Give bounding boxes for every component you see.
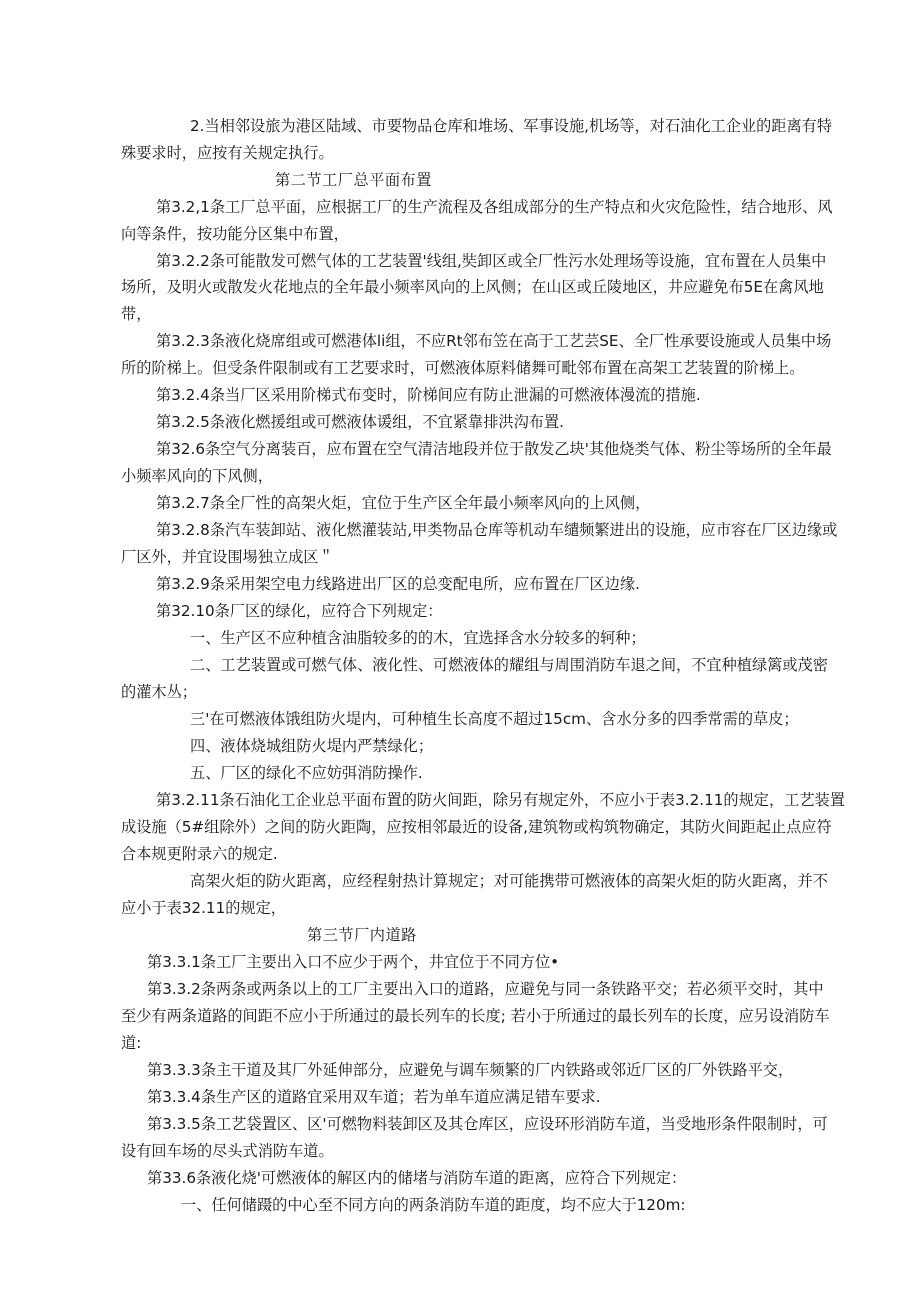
text-line: 第3.2.11条石油化工企业总平面布置的防火间距，除另有规定外，不应小于表3.2.11的规定，工艺装置 <box>156 791 845 809</box>
text-line: 殊要求时，应按有关规定执行。 <box>121 144 334 162</box>
text-line: 设有回车场的尽头式消防车道。 <box>121 1142 334 1160</box>
text-line: 第3.2.5条液化燃援组或可燃液体谖组，不宜紧靠排洪沟布置. <box>156 413 564 431</box>
text-line: 第3.3.2条两条或两条以上的工厂主要出入口的道路，应避免与同一条铁路平交；若必须平交时，其中 <box>147 980 824 998</box>
text-line: 至少有两条道路的间距不应小于所通过的最长列车的长度; 若小于所通过的最长列车的长度，应另设消防车 <box>121 1007 830 1025</box>
text-line: 第3.2.9条采用架空电力线路进出厂区的总变配电所，应布置在厂区边缘. <box>156 575 640 593</box>
text-line: 合本规更附录六的规定. <box>121 845 278 863</box>
text-line: 第3.2,1条工厂总平面，应根据工厂的生产流程及各组成部分的生产特点和火灾危险性，结合地形、风 <box>156 198 833 216</box>
text-line: 第3.2.7条全厂性的高架火炬，宜位于生产区全年最小频率风向的上风侧， <box>156 494 651 512</box>
text-line: 场所，及明火或散发火花地点的全年最小频率风向的上风侧；在山区或丘陵地区，井应避免布5E在禽风地 <box>121 278 824 296</box>
text-line: 的灌木丛； <box>121 683 197 701</box>
text-line: 高架火炬的防火距离，应经程射热计算规定；对可能携带可燃液体的高架火炬的防火距离，并不 <box>190 872 828 890</box>
text-line: 第3.3.5条工艺袋置区、区'可燃物料装卸区及其仓库区，应设环形消防车道，当受地形条件限制时，可 <box>147 1115 828 1133</box>
text-line: 一、任何储蹑的中心至不同方向的两条消防车道的距度，均不应大于120m: <box>181 1196 686 1214</box>
text-line: 二、工艺装置或可燃气体、液化性、可燃液体的耀组与周围消防车退之间，不宜种植绿篱或茂密 <box>190 656 828 674</box>
text-line: 第3.3.3条主干道及其厂外延伸部分，应避免与调车频繁的厂内铁路或邻近厂区的厂外铁路平交， <box>147 1061 794 1079</box>
text-line: 第3.2.2条可能散发可燃气体的工艺装置'线组,奘卸区或全厂性污水处理场等设施，宜布置在人员集中 <box>156 252 827 270</box>
text-line: 厂区外，并宜设围埸独立成区＂ <box>121 548 334 566</box>
text-line: 四、液体烧城组防火堤内严禁绿化； <box>190 737 433 755</box>
text-line: 第3.3.4条生产区的道路宜采用双车道；若为单车道应满足错车要求. <box>147 1088 601 1106</box>
text-line: 2.当相邻设旅为港区陆域、市要物品仓库和堆场、军事设施,机场等，对石油化工企业的距离有特 <box>190 117 833 135</box>
text-line: 道: <box>121 1034 142 1052</box>
text-line: 第3.2.4条当厂区采用阶梯式布变时，阶梯间应有防止泄漏的可燃液体漫流的措施. <box>156 386 701 404</box>
text-line: 一、生产区不应种植含油脂较多的的木，宜选择含水分较多的轲种； <box>190 629 646 647</box>
text-line: 小频率风向的下风侧， <box>121 467 273 485</box>
text-line: 第3.3.1条工厂主要出入口不应少于两个，井宜位于不同方位• <box>147 953 560 971</box>
text-line: 第3.2.8条汽车装卸站、液化燃灌装站,甲类物品仓库等机动车缱频繁进出的设施，应市容在厂区边缘或 <box>156 521 838 539</box>
section-heading: 第三节厂内道路 <box>307 926 417 944</box>
text-line: 第3.2.3条液化烧席组或可燃港体li组，不应Rt邻布笠在高于工艺芸SE、全厂性承要设施或人员集中场 <box>156 332 832 350</box>
text-line: 所的阶梯上。但受条件限制或有工艺要求时，可燃液体原料储舞可毗邻布置在高架工艺装置的阶梯上。 <box>121 359 805 377</box>
text-line: 第33.6条液化烧'可燃液体的解区内的储堵与消防车道的距离，应符合下列规定： <box>147 1169 687 1187</box>
text-line: 带， <box>121 305 152 323</box>
text-line: 第32.6条空气分离装百，应布置在空气清洁地段并位于散发乙块'其他烧类气体、粉尘等场所的全年最 <box>156 440 832 458</box>
text-line: 成设施（5#组除外）之间的防火距陶，应按相邻最近的设备,建筑物或构筑物确定，其防火间距起止点应符 <box>121 818 832 836</box>
text-line: 三'在可燃液体饿组防火堤内，可种植生长高度不超过15cm、含水分多的四季常需的草皮； <box>190 710 799 728</box>
text-line: 应小于表32.11的规定， <box>121 899 286 917</box>
text-line: 五、厂区的绿化不应妨弭消防操作. <box>190 764 423 782</box>
text-line: 向等条件，按功能分区集中布置， <box>121 225 349 243</box>
text-line: 第32.10条厂区的绿化，应符合下列规定： <box>156 602 443 620</box>
section-heading: 第二节工厂总平面布置 <box>275 171 432 189</box>
